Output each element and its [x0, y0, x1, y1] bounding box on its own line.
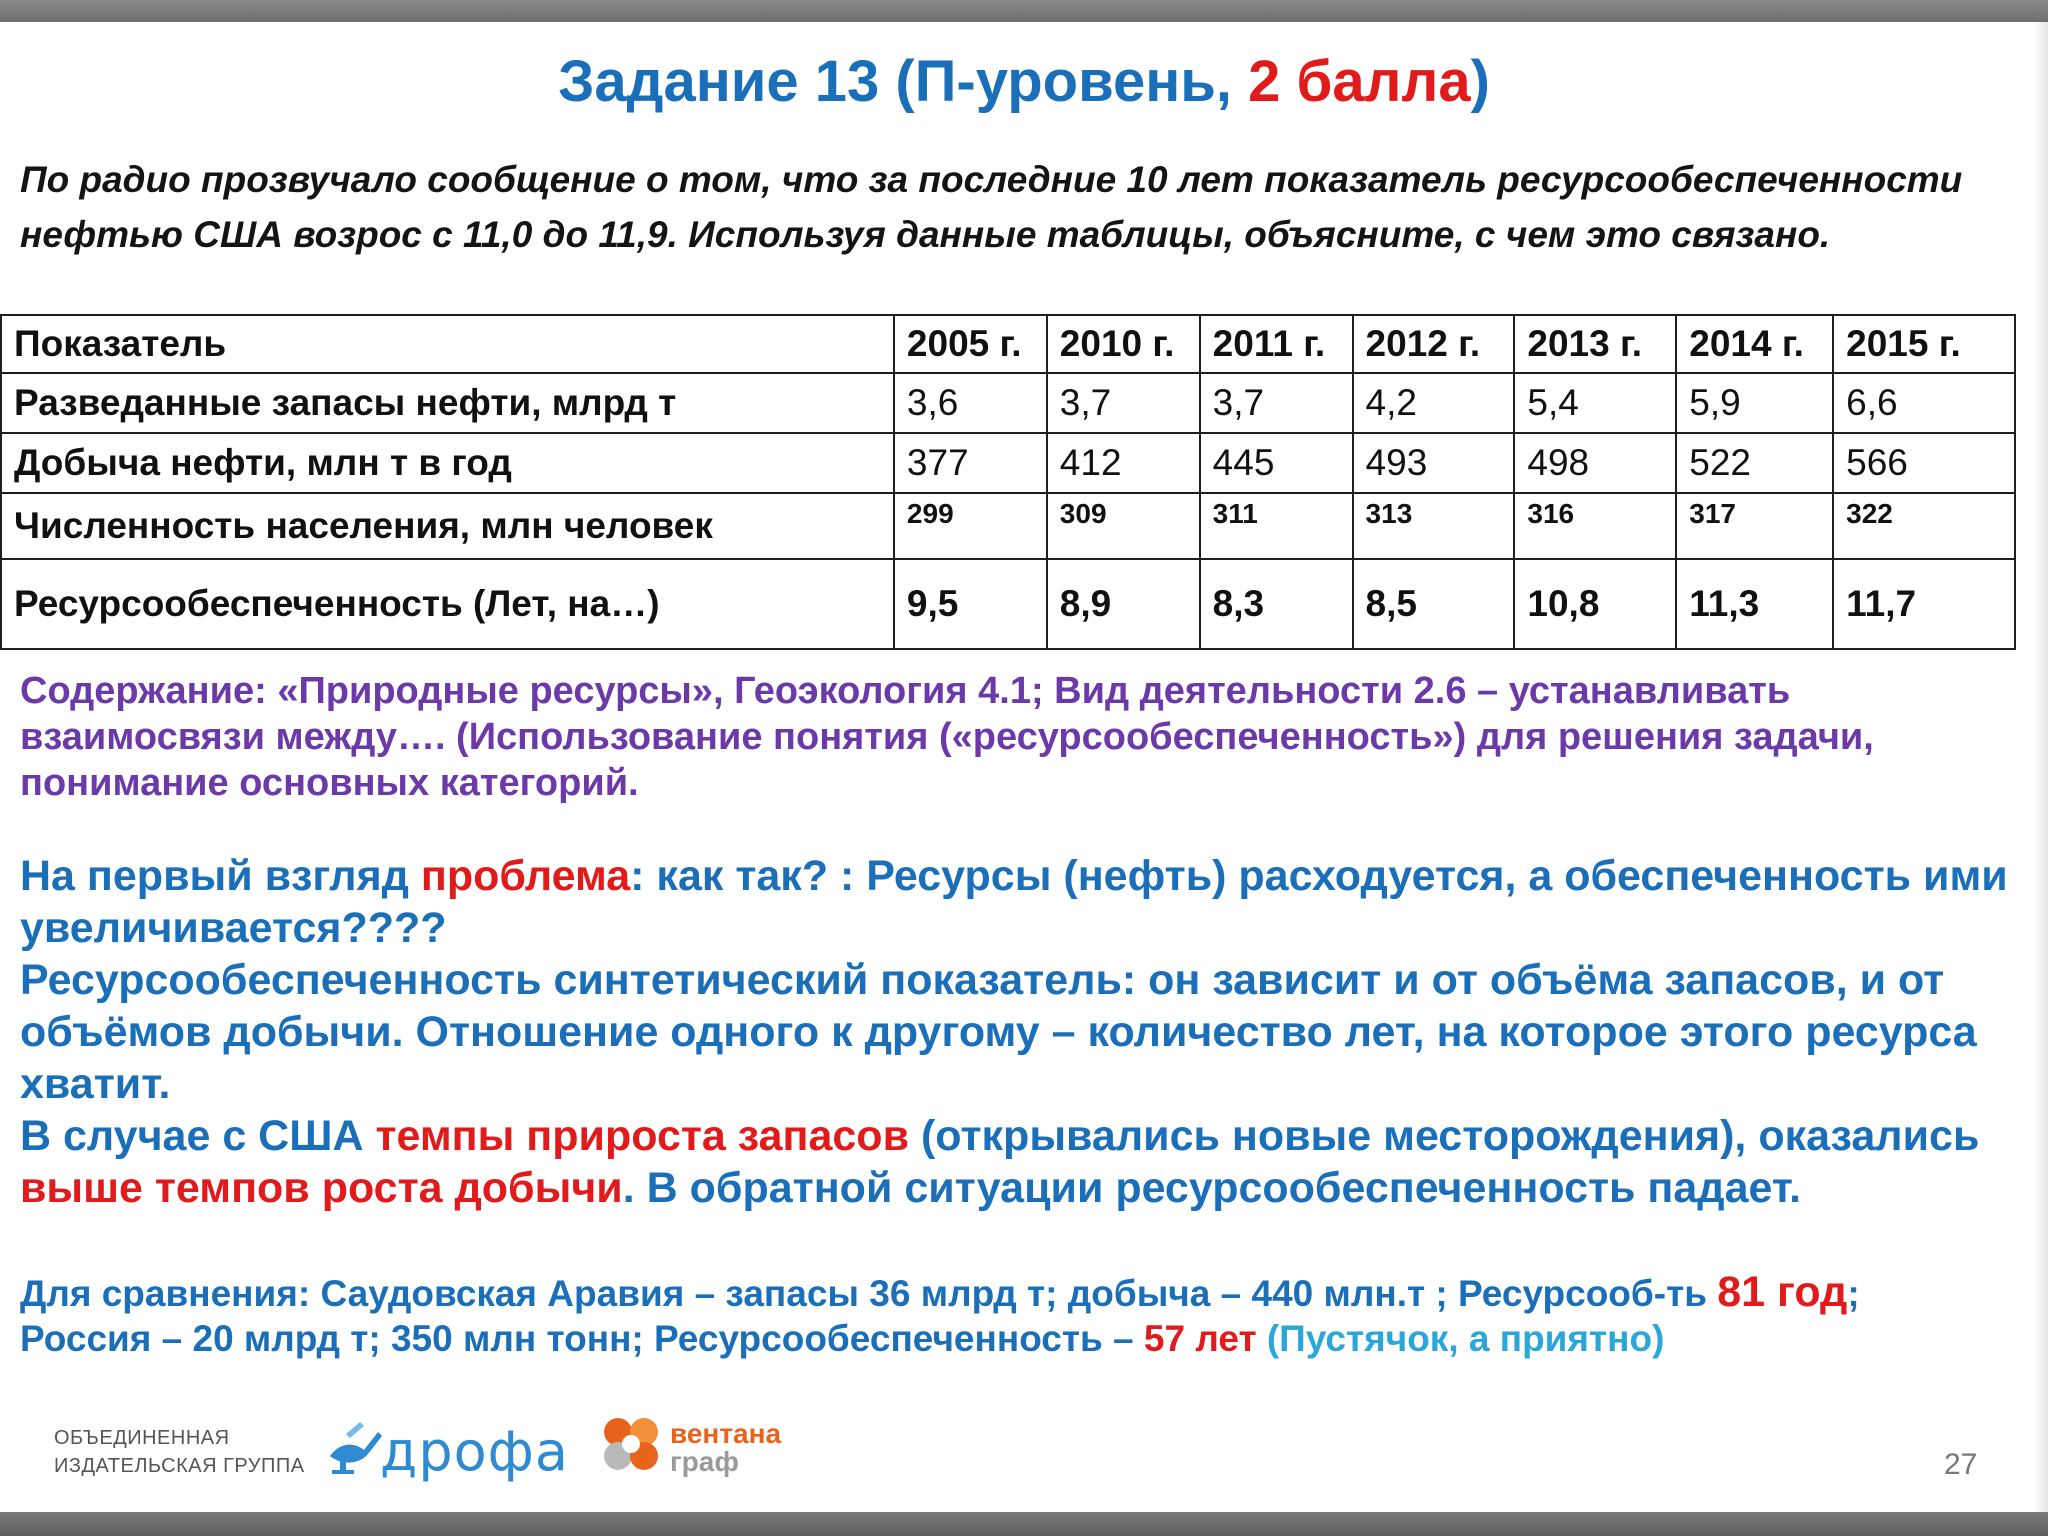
text-span: ; [1847, 1273, 1860, 1314]
table-cell: 498 [1514, 433, 1676, 493]
text-span: Россия – 20 млрд т; 350 млн тонн; Ресурсообеспеченность – [20, 1318, 1144, 1359]
highlight-span: проблема [420, 852, 631, 900]
table-cell: 3,7 [1200, 373, 1353, 433]
text-span: (открывались новые месторождения), оказались [909, 1112, 1980, 1160]
aside-span: (Пустячок, а приятно) [1256, 1318, 1665, 1359]
table-cell: 5,4 [1514, 373, 1676, 433]
table-cell: 8,5 [1353, 559, 1515, 649]
table-cell: 3,7 [1047, 373, 1200, 433]
table-cell: 4,2 [1353, 373, 1515, 433]
highlight-span: 57 лет [1143, 1318, 1257, 1359]
table-row [1, 493, 2015, 559]
table-cell: 316 [1514, 493, 1676, 559]
header-cell: 2015 г. [1833, 315, 2015, 373]
comparison-line [20, 1316, 2010, 1361]
explanation-block [20, 850, 2010, 1214]
table-cell: 311 [1200, 493, 1353, 559]
highlight-span: выше темпов роста добычи [20, 1164, 623, 1212]
table-cell: 377 [894, 433, 1047, 493]
table-cell: 493 [1353, 433, 1515, 493]
table-cell: 6,6 [1833, 373, 2015, 433]
text-span: На первый взгляд [20, 852, 421, 900]
header-cell: 2012 г. [1353, 315, 1515, 373]
table-cell: 309 [1047, 493, 1200, 559]
bottom-frame-bar [0, 1512, 2048, 1536]
header-cell: 2010 г. [1047, 315, 1200, 373]
publisher-line: ОБЪЕДИНЕННАЯ [54, 1427, 230, 1449]
ventana-logo-icon [596, 1412, 668, 1478]
table-cell: 412 [1047, 433, 1200, 493]
text-span: . В обратной ситуации ресурсообеспеченность падает. [622, 1164, 1802, 1212]
table-cell: 9,5 [894, 559, 1047, 649]
table-cell: 8,3 [1200, 559, 1353, 649]
table-cell: 445 [1200, 433, 1353, 493]
header-cell: Показатель [1, 315, 894, 373]
title-main: Задание 13 (П-уровень, [558, 49, 1249, 114]
table-cell: 10,8 [1514, 559, 1676, 649]
comparison-line [20, 1270, 2010, 1316]
content-note: Содержание: «Природные ресурсы», Геоэкология 4.1; Вид деятельности 2.6 – устанавливать взаимосвязи между…. (Использование понятия («ресурсообеспеченность») для решения задачи, понимание основных категорий. [20, 670, 1874, 804]
header-cell: 2005 г. [894, 315, 1047, 373]
data-table [0, 314, 2016, 650]
table-header-row [1, 315, 2015, 373]
page-number: 27 [1944, 1448, 1978, 1481]
table-row [1, 433, 2015, 493]
header-cell: 2013 г. [1514, 315, 1676, 373]
publisher-line: ИЗДАТЕЛЬСКАЯ ГРУППА [54, 1455, 305, 1477]
table-cell: 566 [1833, 433, 2015, 493]
text-span: : как так? : Ресурсы (нефть) расходуется, а обеспеченность ими увеличивается???? [20, 852, 2008, 952]
table-cell: 299 [894, 493, 1047, 559]
explanation-paragraph [20, 1110, 2010, 1214]
table-cell: 11,3 [1676, 559, 1833, 649]
publisher-name [54, 1424, 305, 1480]
drofa-wordmark: дрофа [380, 1420, 569, 1483]
table-cell: 5,9 [1676, 373, 1833, 433]
highlight-span: 81 год [1717, 1268, 1848, 1316]
table-cell: 522 [1676, 433, 1833, 493]
header-cell: 2014 г. [1676, 315, 1833, 373]
table-cell: 322 [1833, 493, 2015, 559]
title-points: 2 балла [1248, 49, 1471, 114]
table-cell: 8,9 [1047, 559, 1200, 649]
task-intro: По радио прозвучало сообщение о том, что за последние 10 лет показатель ресурсообеспеченности нефтью США возрос с 11,0 до 11,9. Используя данные таблицы, объясните, с чем это связано. [20, 159, 1963, 255]
table-cell: 313 [1353, 493, 1515, 559]
explanation-paragraph: Ресурсообеспеченность синтетический показатель: он зависит и от объёма запасов, и от объёмов добычи. Отношение одного к другому – количество лет, на которое этого ресурса хватит. [20, 956, 1977, 1108]
ventana-line: вентана [670, 1418, 782, 1449]
row-label: Ресурсообеспеченность (Лет, на…) [1, 559, 894, 649]
row-label: Разведанные запасы нефти, млрд т [1, 373, 894, 433]
header-cell: 2011 г. [1200, 315, 1353, 373]
table-row [1, 559, 2015, 649]
ventana-line: граф [670, 1446, 739, 1477]
table-row [1, 373, 2015, 433]
explanation-paragraph [20, 850, 2010, 954]
top-frame-bar [0, 0, 2048, 22]
title-close: ) [1470, 49, 1490, 114]
table-cell: 3,6 [894, 373, 1047, 433]
highlight-span: темпы прироста запасов [375, 1112, 910, 1160]
row-label: Добыча нефти, млн т в год [1, 433, 894, 493]
slide-title [0, 48, 2048, 115]
table-cell: 11,7 [1833, 559, 2015, 649]
text-span: Для сравнения: Саудовская Аравия – запасы 36 млрд т; добыча – 440 млн.т ; Ресурсооб-ть [20, 1273, 1718, 1314]
table-cell: 317 [1676, 493, 1833, 559]
text-span: В случае с США [20, 1112, 376, 1160]
row-label: Численность населения, млн человек [1, 493, 894, 559]
comparison-block [20, 1270, 2010, 1361]
right-shade [2034, 22, 2048, 1512]
ventana-wordmark [670, 1420, 781, 1476]
